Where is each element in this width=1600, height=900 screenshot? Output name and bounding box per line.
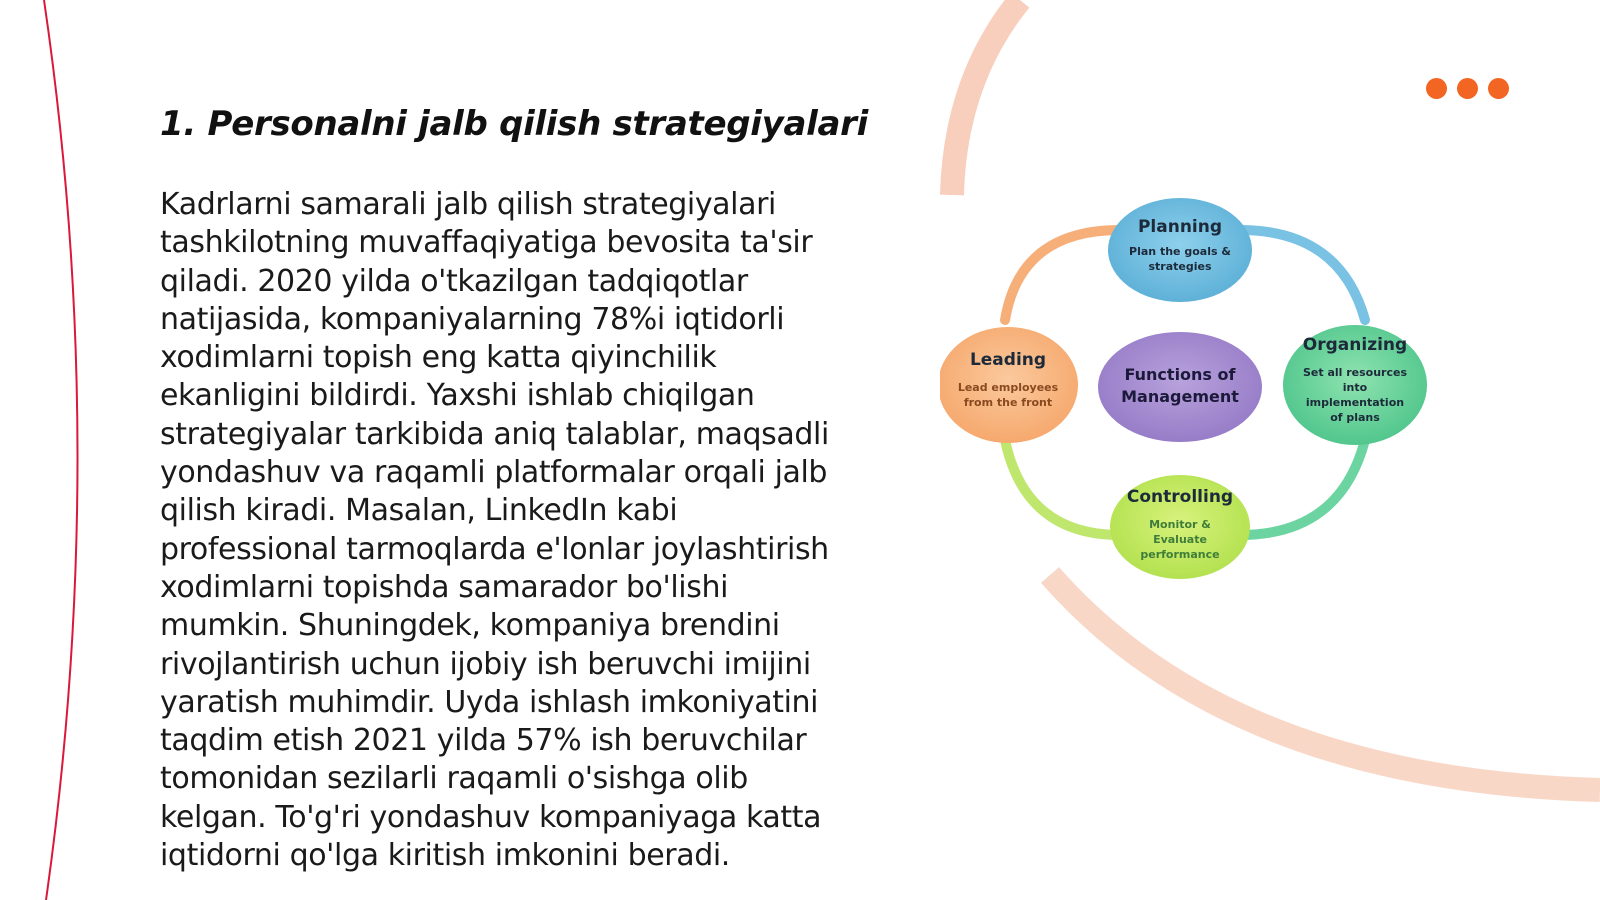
svg-text:Monitor &: Monitor & xyxy=(1149,518,1211,531)
svg-text:performance: performance xyxy=(1140,548,1220,561)
leading-node xyxy=(940,327,1078,443)
dot-icon xyxy=(1488,78,1509,99)
svg-text:Plan the goals &: Plan the goals & xyxy=(1129,245,1231,258)
svg-text:Evaluate: Evaluate xyxy=(1153,533,1207,546)
dot-icon xyxy=(1426,78,1447,99)
svg-text:Lead employees: Lead employees xyxy=(957,381,1059,394)
svg-text:Management: Management xyxy=(1121,387,1239,406)
center-node xyxy=(1098,332,1262,442)
svg-text:from the front: from the front xyxy=(963,396,1053,409)
management-functions-diagram xyxy=(940,190,1460,590)
ring-arc-leading-planning xyxy=(1005,230,1120,320)
svg-text:implementation: implementation xyxy=(1305,396,1405,409)
svg-text:Planning: Planning xyxy=(1137,217,1223,237)
svg-text:strategies: strategies xyxy=(1148,260,1212,273)
controlling-node xyxy=(1110,475,1250,579)
slide-title: 1. Personalni jalb qilish strategiyalari xyxy=(160,104,868,144)
ring-arc-controlling-leading xyxy=(1005,440,1120,535)
organizing-node xyxy=(1283,325,1427,445)
dot-icon xyxy=(1457,78,1478,99)
decorative-dots xyxy=(1426,78,1509,99)
ring-arc-organizing-controlling xyxy=(1240,440,1365,535)
slide-body-text: Kadrlarni samarali jalb qilish strategiyalari tashkilotning muvaffaqiyatiga bevosita ta'sir qiladi. 2020 yilda o'tkazilgan tadqiqotlar natijasida, kompaniyalarning 78%i iqtidorli xodimlarni topish eng katta qiyinchilik ekanligini bildirdi. Yaxshi ishlab chiqilgan strategiyalar tarkibida aniq talablar, maqsadli yondashuv va raqamli platformalar orqali jalb qilish kiradi. Masalan, LinkedIn kabi professional tarmoqlarda e'lonlar joylashtirish xodimlarni topishda samarador bo'lishi mumkin. Shuningdek, kompaniya brendini rivojlantirish uchun ijobiy ish beruvchi imijini yaratish muhimdir. Uyda ishlash imkoniyatini taqdim etish 2021 yilda 57% ish beruvchilar tomonidan sezilarli raqamli o'sishga olib kelgan. To'g'ri yondashuv kompaniyaga katta iqtidorni qo'lga kiritish imkonini beradi. xyxy=(160,187,829,874)
svg-text:Functions of: Functions of xyxy=(1124,365,1236,384)
svg-text:Leading: Leading xyxy=(969,350,1047,370)
left-decorative-curve xyxy=(0,0,120,900)
svg-text:Organizing: Organizing xyxy=(1302,335,1408,355)
svg-text:Controlling: Controlling xyxy=(1126,487,1234,507)
svg-text:into: into xyxy=(1342,381,1368,394)
planning-node xyxy=(1108,198,1252,302)
svg-text:of plans: of plans xyxy=(1330,411,1380,424)
svg-text:Set all resources: Set all resources xyxy=(1302,366,1408,379)
diagram-svg xyxy=(940,190,1460,590)
ring-arc-planning-organizing xyxy=(1240,230,1365,320)
